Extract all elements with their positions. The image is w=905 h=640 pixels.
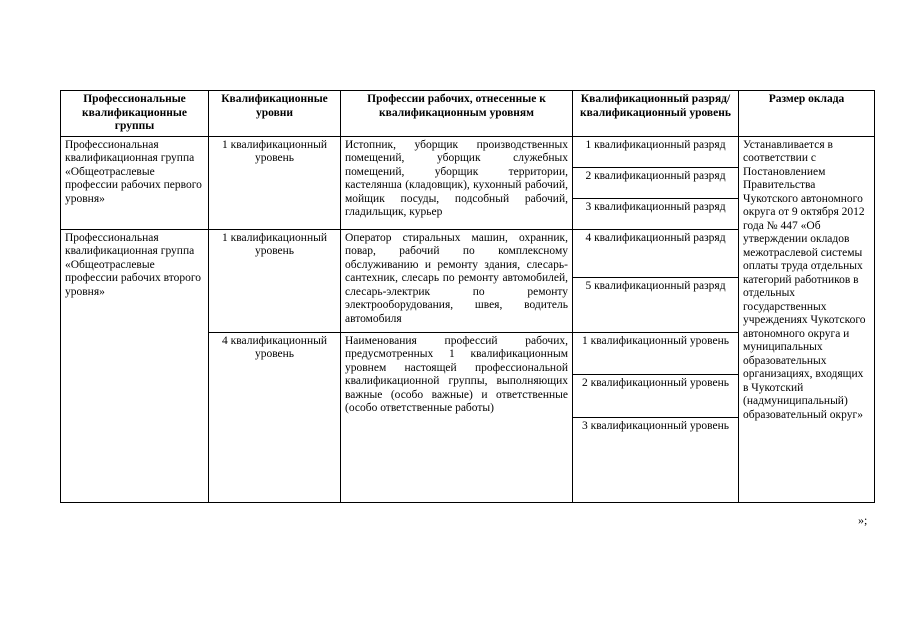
group2-level4-grade-2: 2 квалификационный уровень [573,374,739,417]
salary-cell: Устанавливается в соответствии с Постановлением Правительства Чукотского автономного округа от 9 октября 2012 года № 447 «Об утверждении окладов межотраслевой системы оплаты труда отдельных категорий работников в отдельных государственных учреждениях Чукотского автономного округа и муниципальных образовательных организациях, входящих в Чукотский (надмуниципальный) образовательный округ» [739,136,875,502]
group1-name: Профессиональная квалификационная группа «Общеотраслевые профессии рабочих первого уровня» [61,136,209,229]
table-row [61,136,875,167]
header-professions: Профессии рабочих, отнесенные к квалификационным уровням [341,91,573,137]
header-grade: Квалификационный разряд/квалификационный уровень [573,91,739,137]
group2-level1: 1 квалификационный уровень [209,229,341,332]
group1-grade-1: 1 квалификационный разряд [573,136,739,167]
group1-level: 1 квалификационный уровень [209,136,341,229]
group2-level4: 4 квалификационный уровень [209,332,341,502]
group2-grade-4: 4 квалификационный разряд [573,229,739,277]
header-salary: Размер оклада [739,91,875,137]
header-levels: Квалификационные уровни [209,91,341,137]
group1-grade-3: 3 квалификационный разряд [573,198,739,229]
group2-professions1: Оператор стиральных машин, охранник, повар, рабочий по комплексному обслуживанию и ремонту здания, слесарь-сантехник, слесарь по ремонту автомобилей, слесарь-электрик по ремонту электрооборудования, швея, водитель автомобиля [341,229,573,332]
group1-grade-2: 2 квалификационный разряд [573,167,739,198]
table-header-row [61,91,875,137]
group2-professions4: Наименования профессий рабочих, предусмотренных 1 квалификационным уровнем настоящей профессиональной квалификационной группы, выполняющих важные (особо важные) и ответственные (особо ответственные работы) [341,332,573,502]
group2-name: Профессиональная квалификационная группа «Общеотраслевые профессии рабочих второго уровня» [61,229,209,502]
group2-level4-grade-1: 1 квалификационный уровень [573,332,739,374]
group2-grade-5: 5 квалификационный разряд [573,277,739,332]
group1-professions: Истопник, уборщик производственных помещений, уборщик служебных помещений, уборщик территории, кастелянша (кладовщик), кухонный рабочий, мойщик посуды, подсобный рабочий, гладильщик, курьер [341,136,573,229]
header-groups: Профессиональные квалификационные группы [61,91,209,137]
group2-level4-grade-3: 3 квалификационный уровень [573,417,739,502]
closing-quote: »; [858,513,868,527]
salary-table [60,90,875,503]
